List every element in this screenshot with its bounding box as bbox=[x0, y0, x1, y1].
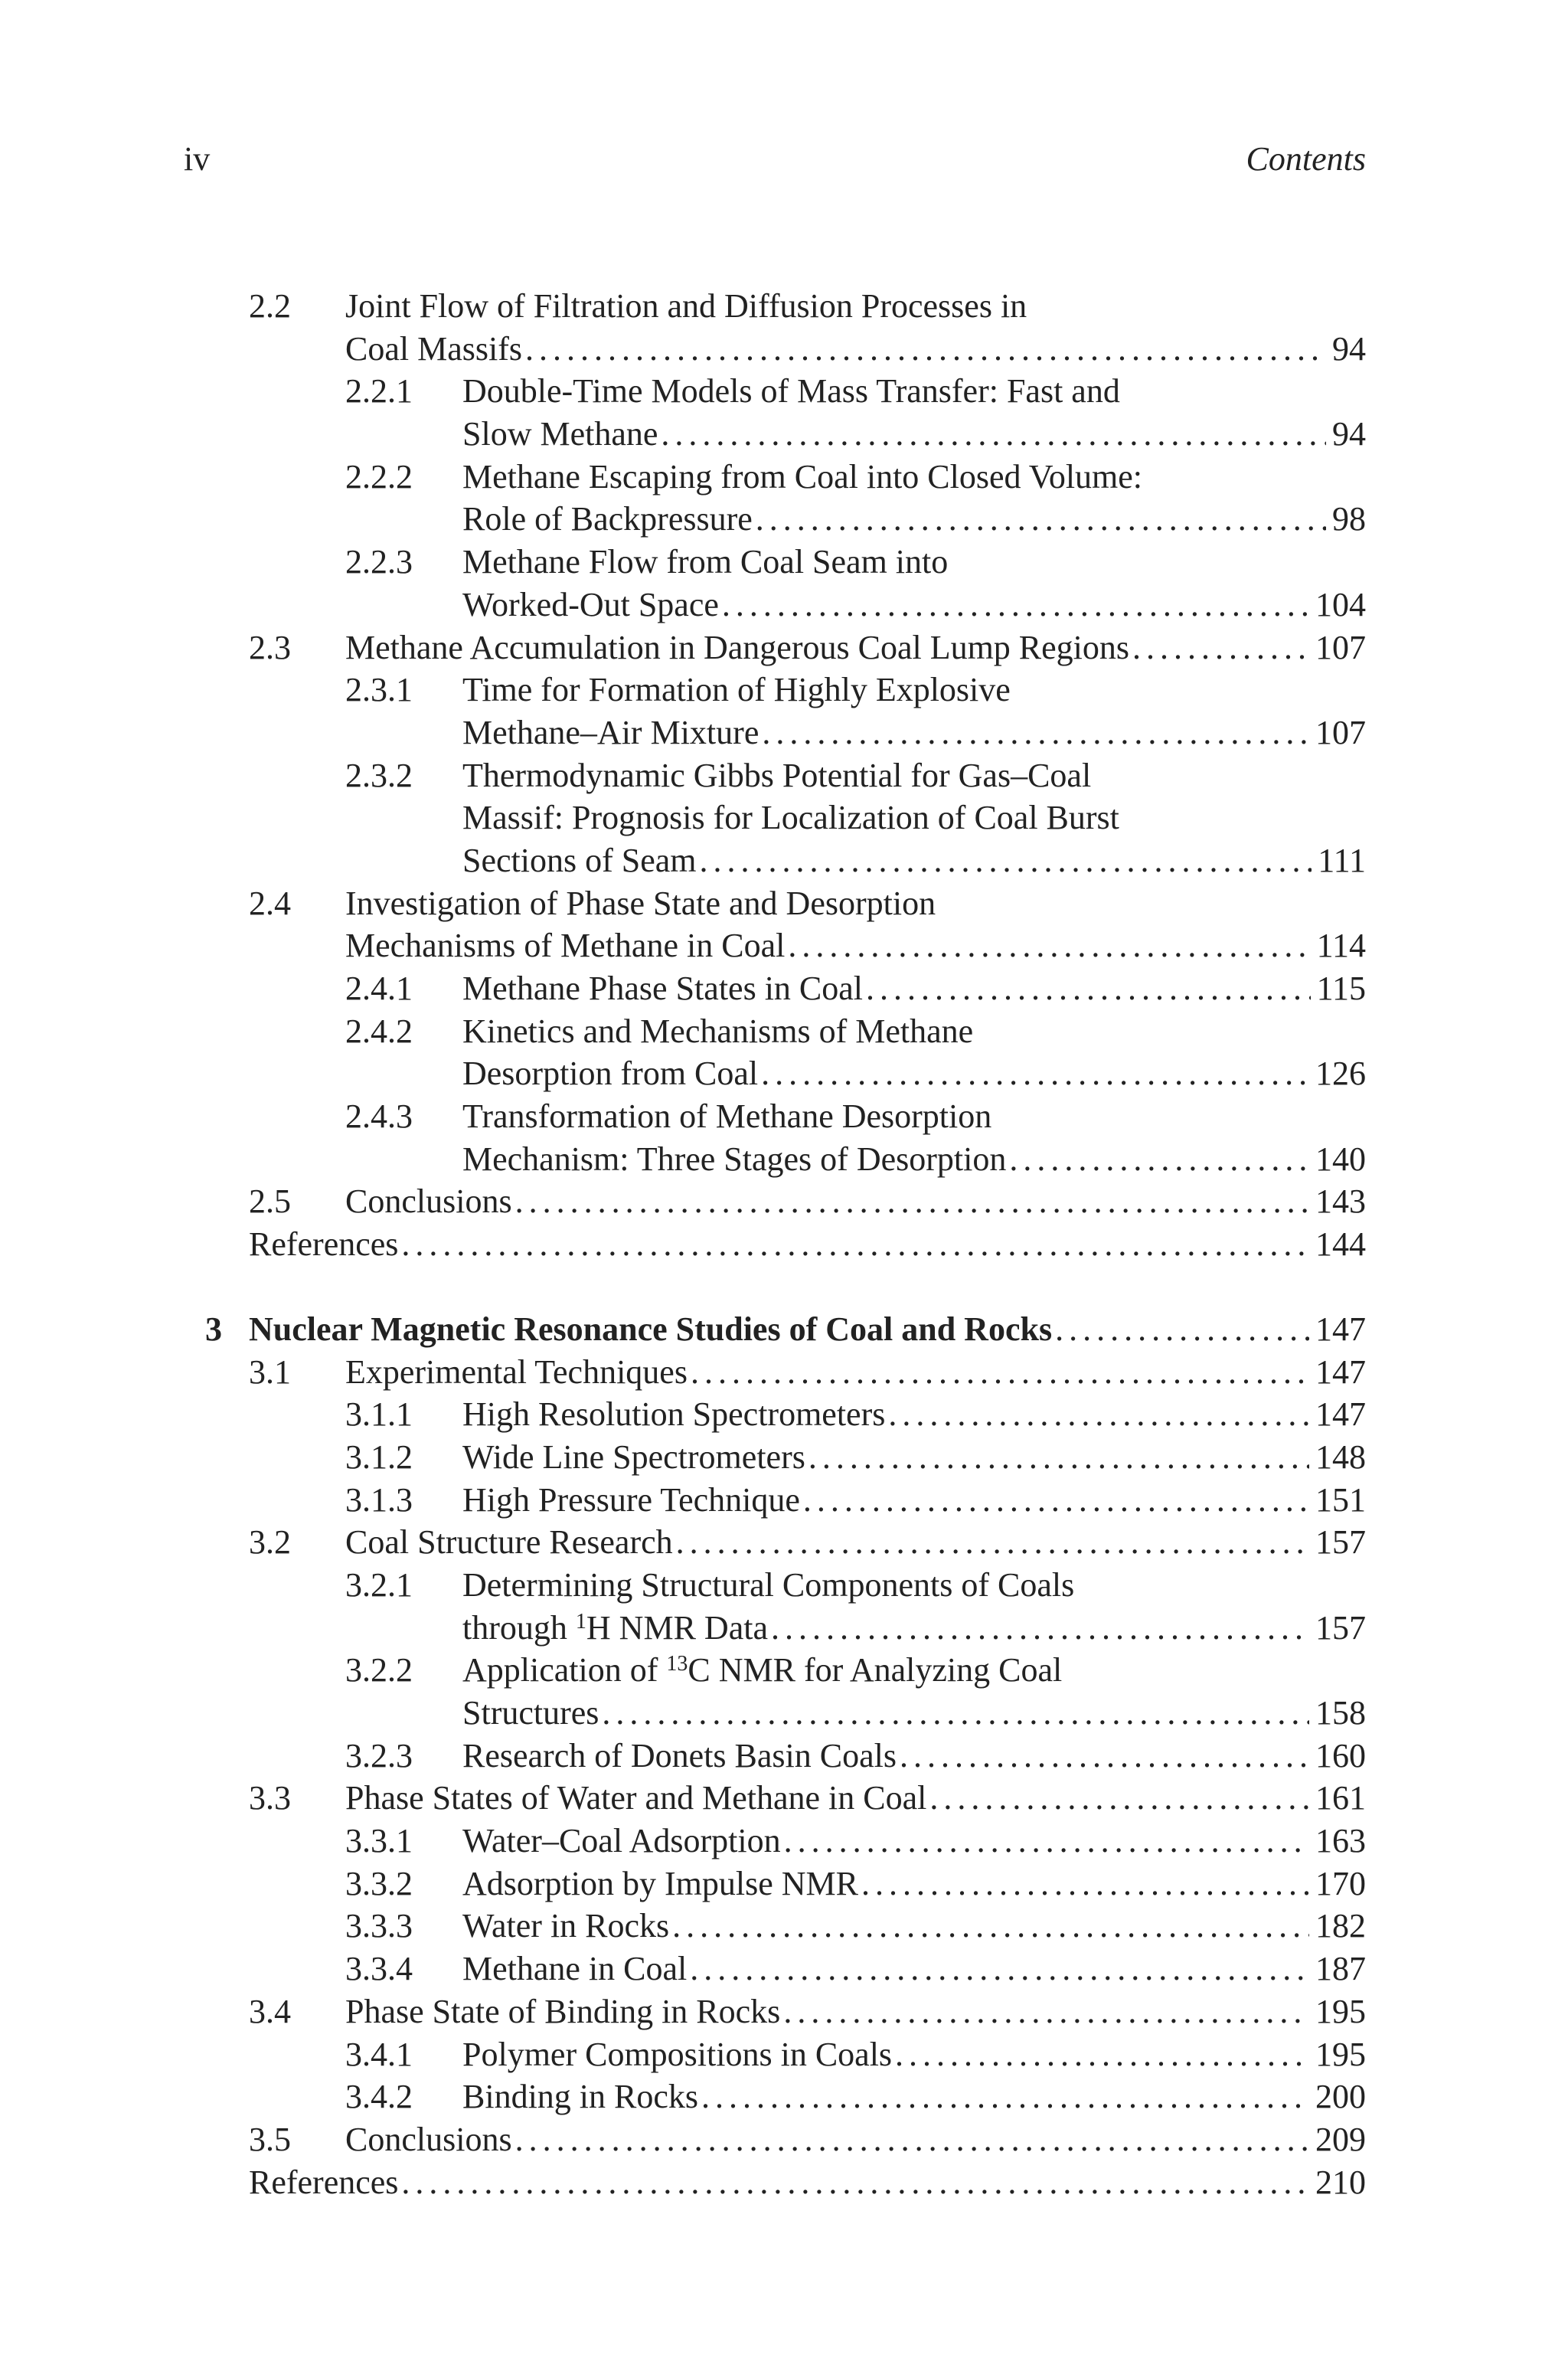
toc-entry-number: 2.2.2 bbox=[345, 457, 413, 496]
dot-leader bbox=[808, 1436, 1309, 1479]
toc-entry-number: 3.5 bbox=[249, 2120, 291, 2158]
toc-entry-line bbox=[0, 2118, 1568, 2161]
toc-entry-line bbox=[0, 1052, 1568, 1095]
toc-entry-line bbox=[0, 1223, 1568, 1266]
dot-leader bbox=[888, 1393, 1309, 1436]
dot-leader bbox=[771, 1607, 1309, 1650]
toc-entry-number: 3.2.2 bbox=[345, 1651, 413, 1689]
toc-entry-title: Joint Flow of Filtration and Diffusion Processes in bbox=[345, 287, 1027, 325]
toc-entry-title: Wide Line Spectrometers bbox=[462, 1437, 805, 1476]
toc-entry-page: 107 bbox=[1315, 713, 1366, 751]
toc-entry-title: Worked-Out Space bbox=[462, 585, 719, 623]
toc-entry-page: 160 bbox=[1315, 1736, 1366, 1774]
toc-entry-line bbox=[0, 498, 1568, 541]
dot-leader bbox=[762, 711, 1309, 754]
toc-entry-line bbox=[0, 1564, 1568, 1607]
toc-entry-number: 3.1.3 bbox=[345, 1480, 413, 1519]
toc-entry-line bbox=[0, 1138, 1568, 1181]
toc-entry-line bbox=[0, 456, 1568, 499]
toc-entry-title: Phase States of Water and Methane in Coal bbox=[345, 1779, 927, 1817]
toc-entry-title: Methane Accumulation in Dangerous Coal Lump Regions bbox=[345, 628, 1130, 666]
toc-entry-line bbox=[0, 1607, 1568, 1650]
toc-entry-title: Methane Phase States in Coal bbox=[462, 970, 864, 1007]
toc-entry-page: 200 bbox=[1315, 2078, 1366, 2116]
dot-leader bbox=[691, 1351, 1309, 1394]
dot-leader bbox=[756, 498, 1326, 541]
toc-entry-line bbox=[0, 1479, 1568, 1522]
toc-entry-line bbox=[0, 1777, 1568, 1820]
toc-entry-line bbox=[0, 1649, 1568, 1692]
toc-entry-line bbox=[0, 1351, 1568, 1394]
toc-entry-page: 148 bbox=[1315, 1437, 1366, 1476]
toc-entry-page: 170 bbox=[1315, 1864, 1366, 1902]
toc-entry-title: Coal Massifs bbox=[345, 329, 522, 368]
toc-entry-number: 3.1.1 bbox=[345, 1395, 413, 1434]
toc-entry-line bbox=[0, 1010, 1568, 1053]
toc-entry-number: 3.3.1 bbox=[345, 1822, 413, 1860]
toc-entry-number: 3.1 bbox=[249, 1352, 291, 1391]
toc-entry-number: 3 bbox=[205, 1310, 222, 1348]
toc-entry-title: Determining Structural Components of Coals bbox=[462, 1565, 1075, 1604]
toc-entry-number: 2.2 bbox=[249, 287, 291, 325]
toc-entry-title: Structures bbox=[462, 1694, 599, 1732]
toc-entry-line bbox=[0, 584, 1568, 626]
dot-leader bbox=[866, 967, 1311, 1010]
toc-entry-title: Slow Methane bbox=[462, 415, 658, 453]
toc-entry-line bbox=[0, 669, 1568, 711]
page-number: iv bbox=[184, 140, 211, 178]
dot-leader bbox=[784, 1820, 1309, 1863]
dot-leader bbox=[1132, 626, 1309, 669]
toc-entry-page: 115 bbox=[1316, 970, 1366, 1007]
dot-leader bbox=[900, 1735, 1309, 1778]
toc-entry-number: 2.4.1 bbox=[345, 970, 413, 1007]
toc-entry-title: Methane Flow from Coal Seam into bbox=[462, 543, 949, 581]
dot-leader bbox=[515, 2118, 1309, 2161]
toc-entry-title: Binding in Rocks bbox=[462, 2078, 699, 2116]
toc-entry-number: 3.3.2 bbox=[345, 1864, 413, 1902]
toc-entry-page: 187 bbox=[1315, 1950, 1366, 1988]
toc-entry-line bbox=[0, 1735, 1568, 1778]
toc-entry-title: Water in Rocks bbox=[462, 1907, 670, 1945]
toc-entry-page: 209 bbox=[1315, 2120, 1366, 2158]
toc-entry-number: 3.3.4 bbox=[345, 1950, 413, 1988]
toc-entry-title: Experimental Techniques bbox=[345, 1352, 688, 1391]
toc-entry-line bbox=[0, 328, 1568, 371]
dot-leader bbox=[803, 1479, 1309, 1522]
toc-entry-number: 3.1.2 bbox=[345, 1437, 413, 1476]
toc-entry-line bbox=[0, 1180, 1568, 1223]
toc-entry-page: 157 bbox=[1315, 1608, 1366, 1647]
toc-entry-page: 94 bbox=[1332, 415, 1366, 453]
dot-leader bbox=[1055, 1308, 1309, 1351]
toc-entry-page: 144 bbox=[1315, 1225, 1366, 1264]
toc-entry-page: 143 bbox=[1315, 1182, 1366, 1221]
toc-entry-page: 182 bbox=[1315, 1907, 1366, 1945]
toc-entry-title: High Pressure Technique bbox=[462, 1480, 800, 1519]
toc-entry-page: 147 bbox=[1315, 1395, 1366, 1434]
toc-entry-title: Mechanism: Three Stages of Desorption bbox=[462, 1140, 1007, 1178]
toc-entry-line bbox=[0, 967, 1568, 1010]
toc-entry-title: Water–Coal Adsorption bbox=[462, 1822, 781, 1860]
toc-entry-page: 210 bbox=[1315, 2163, 1366, 2201]
toc-entry-number: 3.2.1 bbox=[345, 1565, 413, 1604]
toc-entry-number: 2.4.3 bbox=[345, 1097, 413, 1136]
toc-entry-title: Time for Formation of Highly Explosive bbox=[462, 671, 1011, 709]
toc-entry-title: Role of Backpressure bbox=[462, 500, 753, 538]
toc-entry-line bbox=[0, 541, 1568, 584]
toc-entry-number: 3.4.2 bbox=[345, 2078, 413, 2116]
toc-entry-line bbox=[0, 1436, 1568, 1479]
toc-entry-page: 140 bbox=[1315, 1140, 1366, 1178]
toc-entry-line bbox=[0, 1095, 1568, 1138]
toc-entry-number: 2.2.1 bbox=[345, 372, 413, 410]
toc-entry-title: High Resolution Spectrometers bbox=[462, 1395, 886, 1434]
dot-leader bbox=[761, 1052, 1309, 1095]
toc-entry-number: 3.3 bbox=[249, 1779, 291, 1817]
toc-entry-line bbox=[0, 924, 1568, 967]
toc-entry-number: 2.5 bbox=[249, 1182, 291, 1221]
toc-entry-title: Methane in Coal bbox=[462, 1950, 688, 1988]
table-of-contents bbox=[0, 285, 1568, 2203]
toc-entry-title: through $^1$H NMR Data bbox=[462, 1608, 768, 1647]
toc-entry-line bbox=[0, 796, 1568, 839]
toc-entry-line bbox=[0, 285, 1568, 328]
toc-entry-number: 3.2.3 bbox=[345, 1736, 413, 1774]
dot-leader bbox=[401, 2161, 1309, 2204]
toc-entry-line bbox=[0, 882, 1568, 925]
toc-entry-line bbox=[0, 2075, 1568, 2118]
dot-leader bbox=[1009, 1138, 1309, 1181]
toc-entry-title: Thermodynamic Gibbs Potential for Gas–Coal bbox=[462, 756, 1092, 794]
toc-entry-line bbox=[0, 711, 1568, 754]
toc-entry-line bbox=[0, 1820, 1568, 1863]
toc-entry-title: Mechanisms of Methane in Coal bbox=[345, 927, 786, 965]
dot-leader bbox=[861, 1863, 1309, 1905]
toc-entry-line bbox=[0, 413, 1568, 456]
toc-entry-line bbox=[0, 754, 1568, 797]
toc-entry-number: 3.2 bbox=[249, 1523, 291, 1562]
toc-entry-number: 2.3.1 bbox=[345, 671, 413, 709]
toc-entry-page: 161 bbox=[1315, 1779, 1366, 1817]
toc-entry-title: Polymer Compositions in Coals bbox=[462, 2035, 893, 2073]
toc-entry-page: 98 bbox=[1332, 500, 1366, 538]
toc-entry-title: Research of Donets Basin Coals bbox=[462, 1736, 897, 1774]
toc-entry-title: Massif: Prognosis for Localization of Coal Burst bbox=[462, 799, 1119, 837]
toc-entry-page: 147 bbox=[1315, 1310, 1366, 1348]
toc-entry-page: 126 bbox=[1315, 1055, 1366, 1093]
toc-entry-page: 195 bbox=[1315, 1992, 1366, 2030]
toc-entry-line bbox=[0, 1990, 1568, 2033]
page-header bbox=[0, 139, 1568, 185]
toc-entry-line bbox=[0, 1905, 1568, 1948]
toc-entry-line bbox=[0, 1948, 1568, 1990]
toc-entry-page: 107 bbox=[1315, 628, 1366, 666]
toc-entry-line bbox=[0, 1521, 1568, 1564]
dot-leader bbox=[690, 1948, 1309, 1990]
toc-entry-line bbox=[0, 1863, 1568, 1905]
toc-entry-title: Conclusions bbox=[345, 2120, 512, 2158]
dot-leader bbox=[722, 584, 1309, 626]
toc-entry-page: 158 bbox=[1315, 1694, 1366, 1732]
dot-leader bbox=[700, 839, 1312, 882]
toc-entry-page: 104 bbox=[1315, 585, 1366, 623]
dot-leader bbox=[676, 1521, 1309, 1564]
toc-entry-page: 157 bbox=[1315, 1523, 1366, 1562]
toc-entry-line bbox=[0, 1393, 1568, 1436]
toc-entry-page: 195 bbox=[1315, 2035, 1366, 2073]
dot-leader bbox=[661, 413, 1326, 456]
toc-entry-title: Conclusions bbox=[345, 1182, 512, 1221]
toc-entry-line bbox=[0, 2033, 1568, 2076]
toc-entry-number: 2.4.2 bbox=[345, 1012, 413, 1050]
toc-entry-line bbox=[0, 1308, 1568, 1351]
toc-entry-number: 2.4 bbox=[249, 884, 291, 922]
toc-entry-page: 163 bbox=[1315, 1822, 1366, 1860]
toc-entry-page: 111 bbox=[1318, 841, 1366, 879]
toc-entry-page: 114 bbox=[1316, 927, 1366, 965]
dot-leader bbox=[701, 2075, 1309, 2118]
toc-entry-title: Investigation of Phase State and Desorption bbox=[345, 884, 936, 922]
toc-entry-page: 147 bbox=[1315, 1352, 1366, 1391]
toc-entry-line bbox=[0, 1692, 1568, 1735]
toc-entry-title: Transformation of Methane Desorption bbox=[462, 1097, 992, 1136]
toc-entry-number: 3.3.3 bbox=[345, 1907, 413, 1945]
dot-leader bbox=[672, 1905, 1309, 1948]
toc-entry-title: Coal Structure Research bbox=[345, 1523, 673, 1562]
toc-entry-title: Nuclear Magnetic Resonance Studies of Coal and Rocks bbox=[249, 1310, 1053, 1348]
toc-entry-title: References bbox=[249, 2163, 399, 2201]
dot-leader bbox=[401, 1223, 1309, 1266]
toc-entry-title: Adsorption by Impulse NMR bbox=[462, 1864, 858, 1902]
toc-entry-number: 2.3 bbox=[249, 628, 291, 666]
toc-entry-line bbox=[0, 626, 1568, 669]
toc-entry-title: Desorption from Coal bbox=[462, 1055, 759, 1093]
toc-entry-title: Phase State of Binding in Rocks bbox=[345, 1992, 781, 2030]
toc-entry-title: Methane Escaping from Coal into Closed Volume: bbox=[462, 457, 1143, 496]
dot-leader bbox=[525, 328, 1326, 371]
toc-entry-line bbox=[0, 839, 1568, 882]
toc-entry-title: Application of $^{13}$C NMR for Analyzing Coal bbox=[462, 1651, 1063, 1689]
dot-leader bbox=[783, 1990, 1309, 2033]
toc-entry-number: 3.4.1 bbox=[345, 2035, 413, 2073]
toc-entry-title: Double-Time Models of Mass Transfer: Fast and bbox=[462, 372, 1120, 410]
dot-leader bbox=[515, 1180, 1309, 1223]
toc-entry-title: References bbox=[249, 1225, 399, 1264]
toc-entry-page: 94 bbox=[1332, 329, 1366, 368]
toc-entry-number: 2.2.3 bbox=[345, 543, 413, 581]
toc-entry-title: Methane–Air Mixture bbox=[462, 713, 760, 751]
dot-leader bbox=[895, 2033, 1309, 2076]
toc-entry-title: Kinetics and Mechanisms of Methane bbox=[462, 1012, 974, 1050]
toc-entry-number: 3.4 bbox=[249, 1992, 291, 2030]
running-head: Contents bbox=[1246, 140, 1366, 178]
toc-entry-number: 2.3.2 bbox=[345, 756, 413, 794]
dot-leader bbox=[602, 1692, 1309, 1735]
toc-entry-line bbox=[0, 2161, 1568, 2204]
toc-entry-title: Sections of Seam bbox=[462, 841, 697, 879]
dot-leader bbox=[929, 1777, 1309, 1820]
toc-entry-page: 151 bbox=[1315, 1480, 1366, 1519]
toc-entry-line bbox=[0, 370, 1568, 413]
dot-leader bbox=[788, 924, 1310, 967]
